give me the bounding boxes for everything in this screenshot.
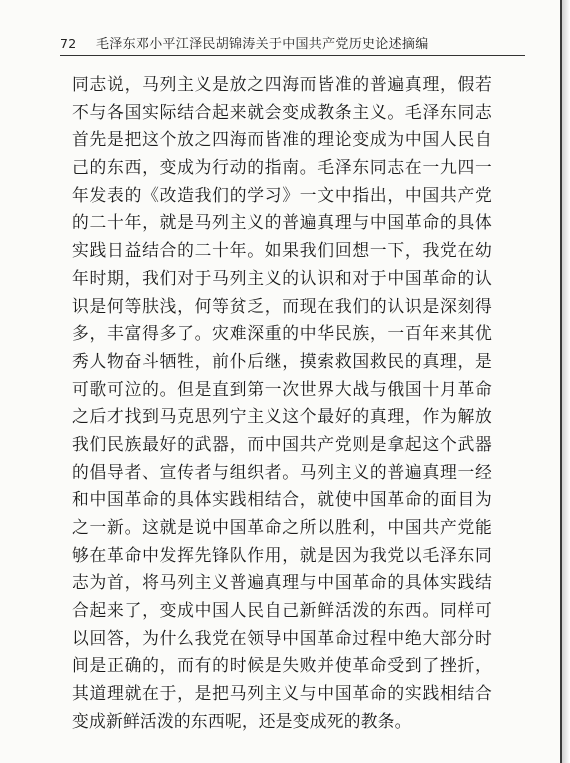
text-line: 识是何等肤浅，何等贫乏，而现在我们的认识是深刻得 bbox=[72, 295, 492, 316]
text-line: 年发表的《改造我们的学习》一文中指出，中国共产党 bbox=[72, 184, 492, 205]
text-line: 变成新鲜活泼的东西呢，还是变成死的教条。 bbox=[72, 710, 412, 731]
text-line: 多，丰富得多了。灾难深重的中华民族，一百年来其优 bbox=[72, 323, 492, 344]
text-line: 以回答，为什么我党在领导中国革命过程中绝大部分时 bbox=[72, 627, 492, 648]
text-line: 实践日益结合的二十年。如果我们回想一下，我党在幼 bbox=[72, 240, 492, 261]
text-line: 可歌可泣的。但是直到第一次世界大战与俄国十月革命 bbox=[72, 378, 492, 399]
running-title: 毛泽东邓小平江泽民胡锦涛关于中国共产党历史论述摘编 bbox=[96, 37, 429, 52]
text-line: 和中国革命的具体实践相结合，就使中国革命的面目为 bbox=[72, 489, 492, 510]
page-number: 72 bbox=[60, 36, 77, 51]
text-line: 不与各国实际结合起来就会变成教条主义。毛泽东同志 bbox=[72, 101, 492, 122]
running-header bbox=[60, 33, 530, 53]
text-line: 够在革命中发挥先锋队作用，就是因为我党以毛泽东同 bbox=[72, 544, 492, 565]
text-line: 年时期，我们对于马列主义的认识和对于中国革命的认 bbox=[72, 267, 492, 288]
text-line: 合起来了，变成中国人民自己新鲜活泼的东西。同样可 bbox=[72, 600, 492, 621]
text-line: 的二十年，就是马列主义的普遍真理与中国革命的具体 bbox=[72, 212, 492, 233]
text-line: 己的东西，变成为行动的指南。毛泽东同志在一九四一 bbox=[72, 157, 492, 178]
text-line: 间是正确的，而有的时候是失败并使革命受到了挫折， bbox=[72, 655, 492, 676]
text-line: 之后才找到马克思列宁主义这个最好的真理，作为解放 bbox=[72, 406, 492, 427]
page-edge-shadow bbox=[562, 0, 570, 763]
text-line: 之一新。这就是说中国革命之所以胜利，中国共产党能 bbox=[72, 517, 492, 537]
text-line: 秀人物奋斗牺牲，前仆后继，摸索救国救民的真理，是 bbox=[72, 350, 492, 371]
text-line: 志为首，将马列主义普遍真理与中国革命的具体实践结 bbox=[72, 572, 492, 593]
text-line: 我们民族最好的武器，而中国共产党则是拿起这个武器 bbox=[72, 433, 492, 454]
header-rule bbox=[60, 55, 525, 56]
text-line: 首先是把这个放之四海而皆准的理论变成为中国人民自 bbox=[72, 129, 492, 150]
text-line: 的倡导者、宣传者与组织者。马列主义的普遍真理一经 bbox=[72, 461, 492, 482]
text-line: 同志说，马列主义是放之四海而皆准的普遍真理，假若 bbox=[72, 74, 492, 94]
body-text bbox=[72, 71, 492, 736]
text-line: 其道理就在于，是把马列主义与中国革命的实践相结合 bbox=[72, 683, 492, 704]
